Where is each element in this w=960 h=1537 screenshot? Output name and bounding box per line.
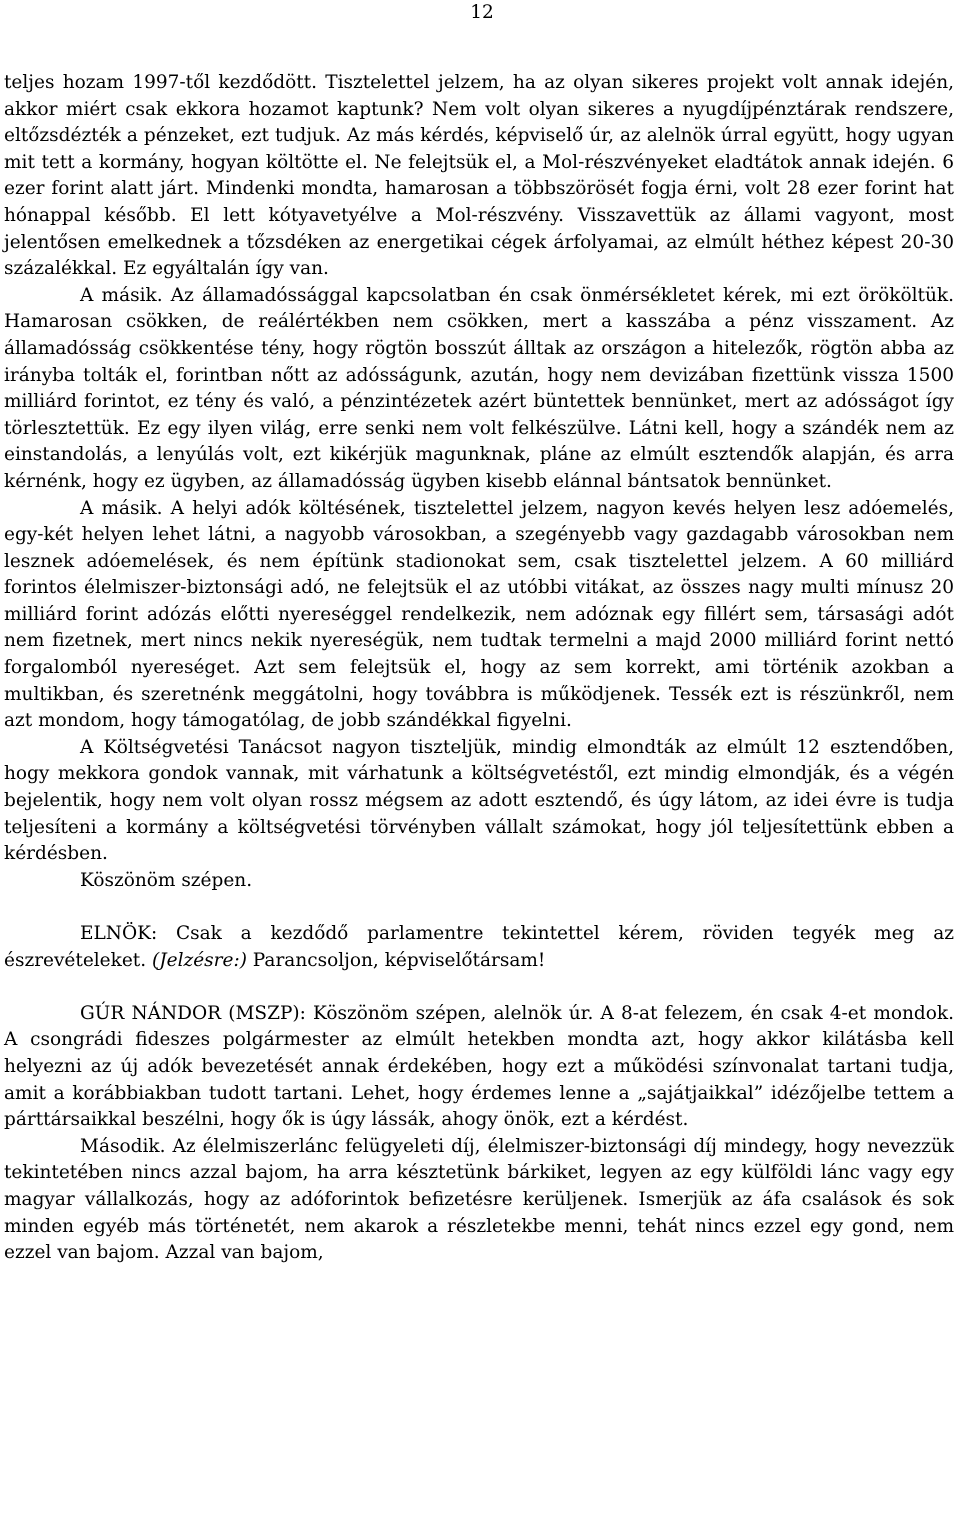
- elnok-text-2: Parancsoljon, képviselőtársam!: [246, 949, 546, 971]
- elnok-text-1: Csak a kezdődő parlamentre tekintettel kérem, röviden tegyék meg az észrevételeket.: [4, 923, 954, 971]
- gur-paragraph: [4, 1001, 954, 1134]
- speaker-label-elnok: ELNÖK:: [80, 923, 158, 944]
- page-number: 12: [470, 2, 494, 23]
- gur-text: Köszönöm szépen, alelnök úr. A 8-at felezem, én csak 4-et mondok. A csongrádi fideszes polgármester az elmúlt hetekben mondta azt, hogy akkor kilátásba kell helyezni az új adók bevezetését annak érdekében, hogy ezt a működési színvonalat tartani tudja, amit a korábbiakban tudott tartani. Lehet, hogy érdemes lenne a „sajátjaikkal” idézőjelbe tettem a párttársaikkal beszélni, hogy ők is úgy lássák, ahogy önök, ezt a kérdést.: [4, 1002, 954, 1131]
- paragraph-1: teljes hozam 1997-től kezdődött. Tisztelettel jelzem, ha az olyan sikeres projekt volt annak idején, akkor miért csak ekkora hozamot kaptunk? Nem volt olyan sikeres a nyugdíjpénztárak rendszere, eltőzsdézték a pénzeket, ezt tudjuk. Az más kérdés, képviselő úr, az alelnök úrral együtt, hogy ugyan mit tett a kormány, hogyan költötte el. Ne felejtsük el, a Mol-részvényeket eladtátok annak idején. 6 ezer forint alatt járt. Mindenki mondta, hamarosan a többszörösét fogja érni, volt 28 ezer forint hat hónappal később. El lett kótyavetyélve a Mol-részvény. Visszavettük az állami vagyont, most jelentősen emelkednek a tőzsdéken az energetikai cégek árfolyamai, az elmúlt héthez képest 20-30 százalékkal. Ez egyáltalán így van.: [4, 72, 954, 280]
- masodik-paragraph: Második. Az élelmiszerlánc felügyeleti díj, élelmiszer-biztonsági díj mindegy, hogy nevezzük tekintetében nincs azzal bajom, ha arra késztetünk bárkiket, legyen az egy külföldi lánc vagy egy magyar vállalkozás, hogy az adóforintok befizetésre kerüljenek. Ismerjük az áfa csalások és sok minden egyéb más történetét, nem akarok a részletekbe menni, tehát nincs ezzel egy gond, nem ezzel van bajom. Azzal van bajom,: [4, 1135, 954, 1264]
- stage-direction: (Jelzésre:): [151, 949, 247, 971]
- paragraph-2: A másik. Az államadóssággal kapcsolatban én csak önmérsékletet kérek, mi ezt örököltük. Hamarosan csökken, de reálértékben nem csökken, mert a kasszába a pénz visszament. Az államadósság csökkentése tény, hogy rögtön bosszút álltak az országon a hitelezők, rögtön abba az irányba tolták el, forintban nőtt az adósságunk, azután, hogy nem devizában fizettünk vissza 1500 milliárd forintot, ez tény és való, a pénzintézetek azért büntettek bennünket, mert az adósságot így törlesztettük. Ez egy ilyen világ, erre senki nem volt felkészülve. Látni kell, hogy a szándék nem az einstandolás, a lenyúlás volt, ezt kikérjük magunknak, pláne az elmúlt esztendők alapján, és arra kérnénk, hogy ez ügyben, az államadósság ügyben kisebb elánnal bántsatok bennünket.: [4, 284, 954, 492]
- document-body: [4, 70, 954, 1267]
- speaker-label-gur: GÚR NÁNDOR (MSZP):: [80, 1002, 306, 1024]
- paragraph-3: A másik. A helyi adók költésének, tisztelettel jelzem, nagyon kevés helyen lesz adóemelés, egy-két helyen lehet látni, a nagyobb városokban, a szegényebb vagy gazdagabb városokban nem lesznek adóemelések, és nem építünk stadionokat sem, csak tisztelettel jelzem. A 60 milliárd forintos élelmiszer-biztonsági adó, ne felejtsük el az utóbbi vitákat, az összes nagy multi mínusz 20 milliárd forint adózás előtti nyereséggel rendelkezik, nem adóznak egy fillért sem, társasági adót nem fizetnek, mert nincs nekik nyereségük, nem tudtak termelni a majd 2000 milliárd forint nettó forgalomból nyereséget. Azt sem felejtsük el, hogy az sem korrekt, ami történik azokban a multikban, és szeretnénk meggátolni, hogy továbbra is működjenek. Tessék ezt is részünkről, nem azt mondom, hogy támogatólag, de jobb szándékkal figyelni.: [4, 497, 954, 732]
- paragraph-5: Köszönöm szépen.: [80, 869, 253, 891]
- paragraph-4: A Költségvetési Tanácsot nagyon tiszteljük, mindig elmondták az elmúlt 12 esztendőben, hogy mekkora gondok vannak, mit várhatunk a költségvetéstől, ezt mindig elmondják, és a végén bejelentik, hogy nem volt olyan rossz mégsem az adott esztendő, és úgy látom, az idei évre is tudja teljesíteni a kormány a költségvetési törvényben vállalt számokat, hogy jól teljesítettünk ebben a kérdésben.: [4, 736, 954, 865]
- elnok-paragraph: [4, 921, 954, 974]
